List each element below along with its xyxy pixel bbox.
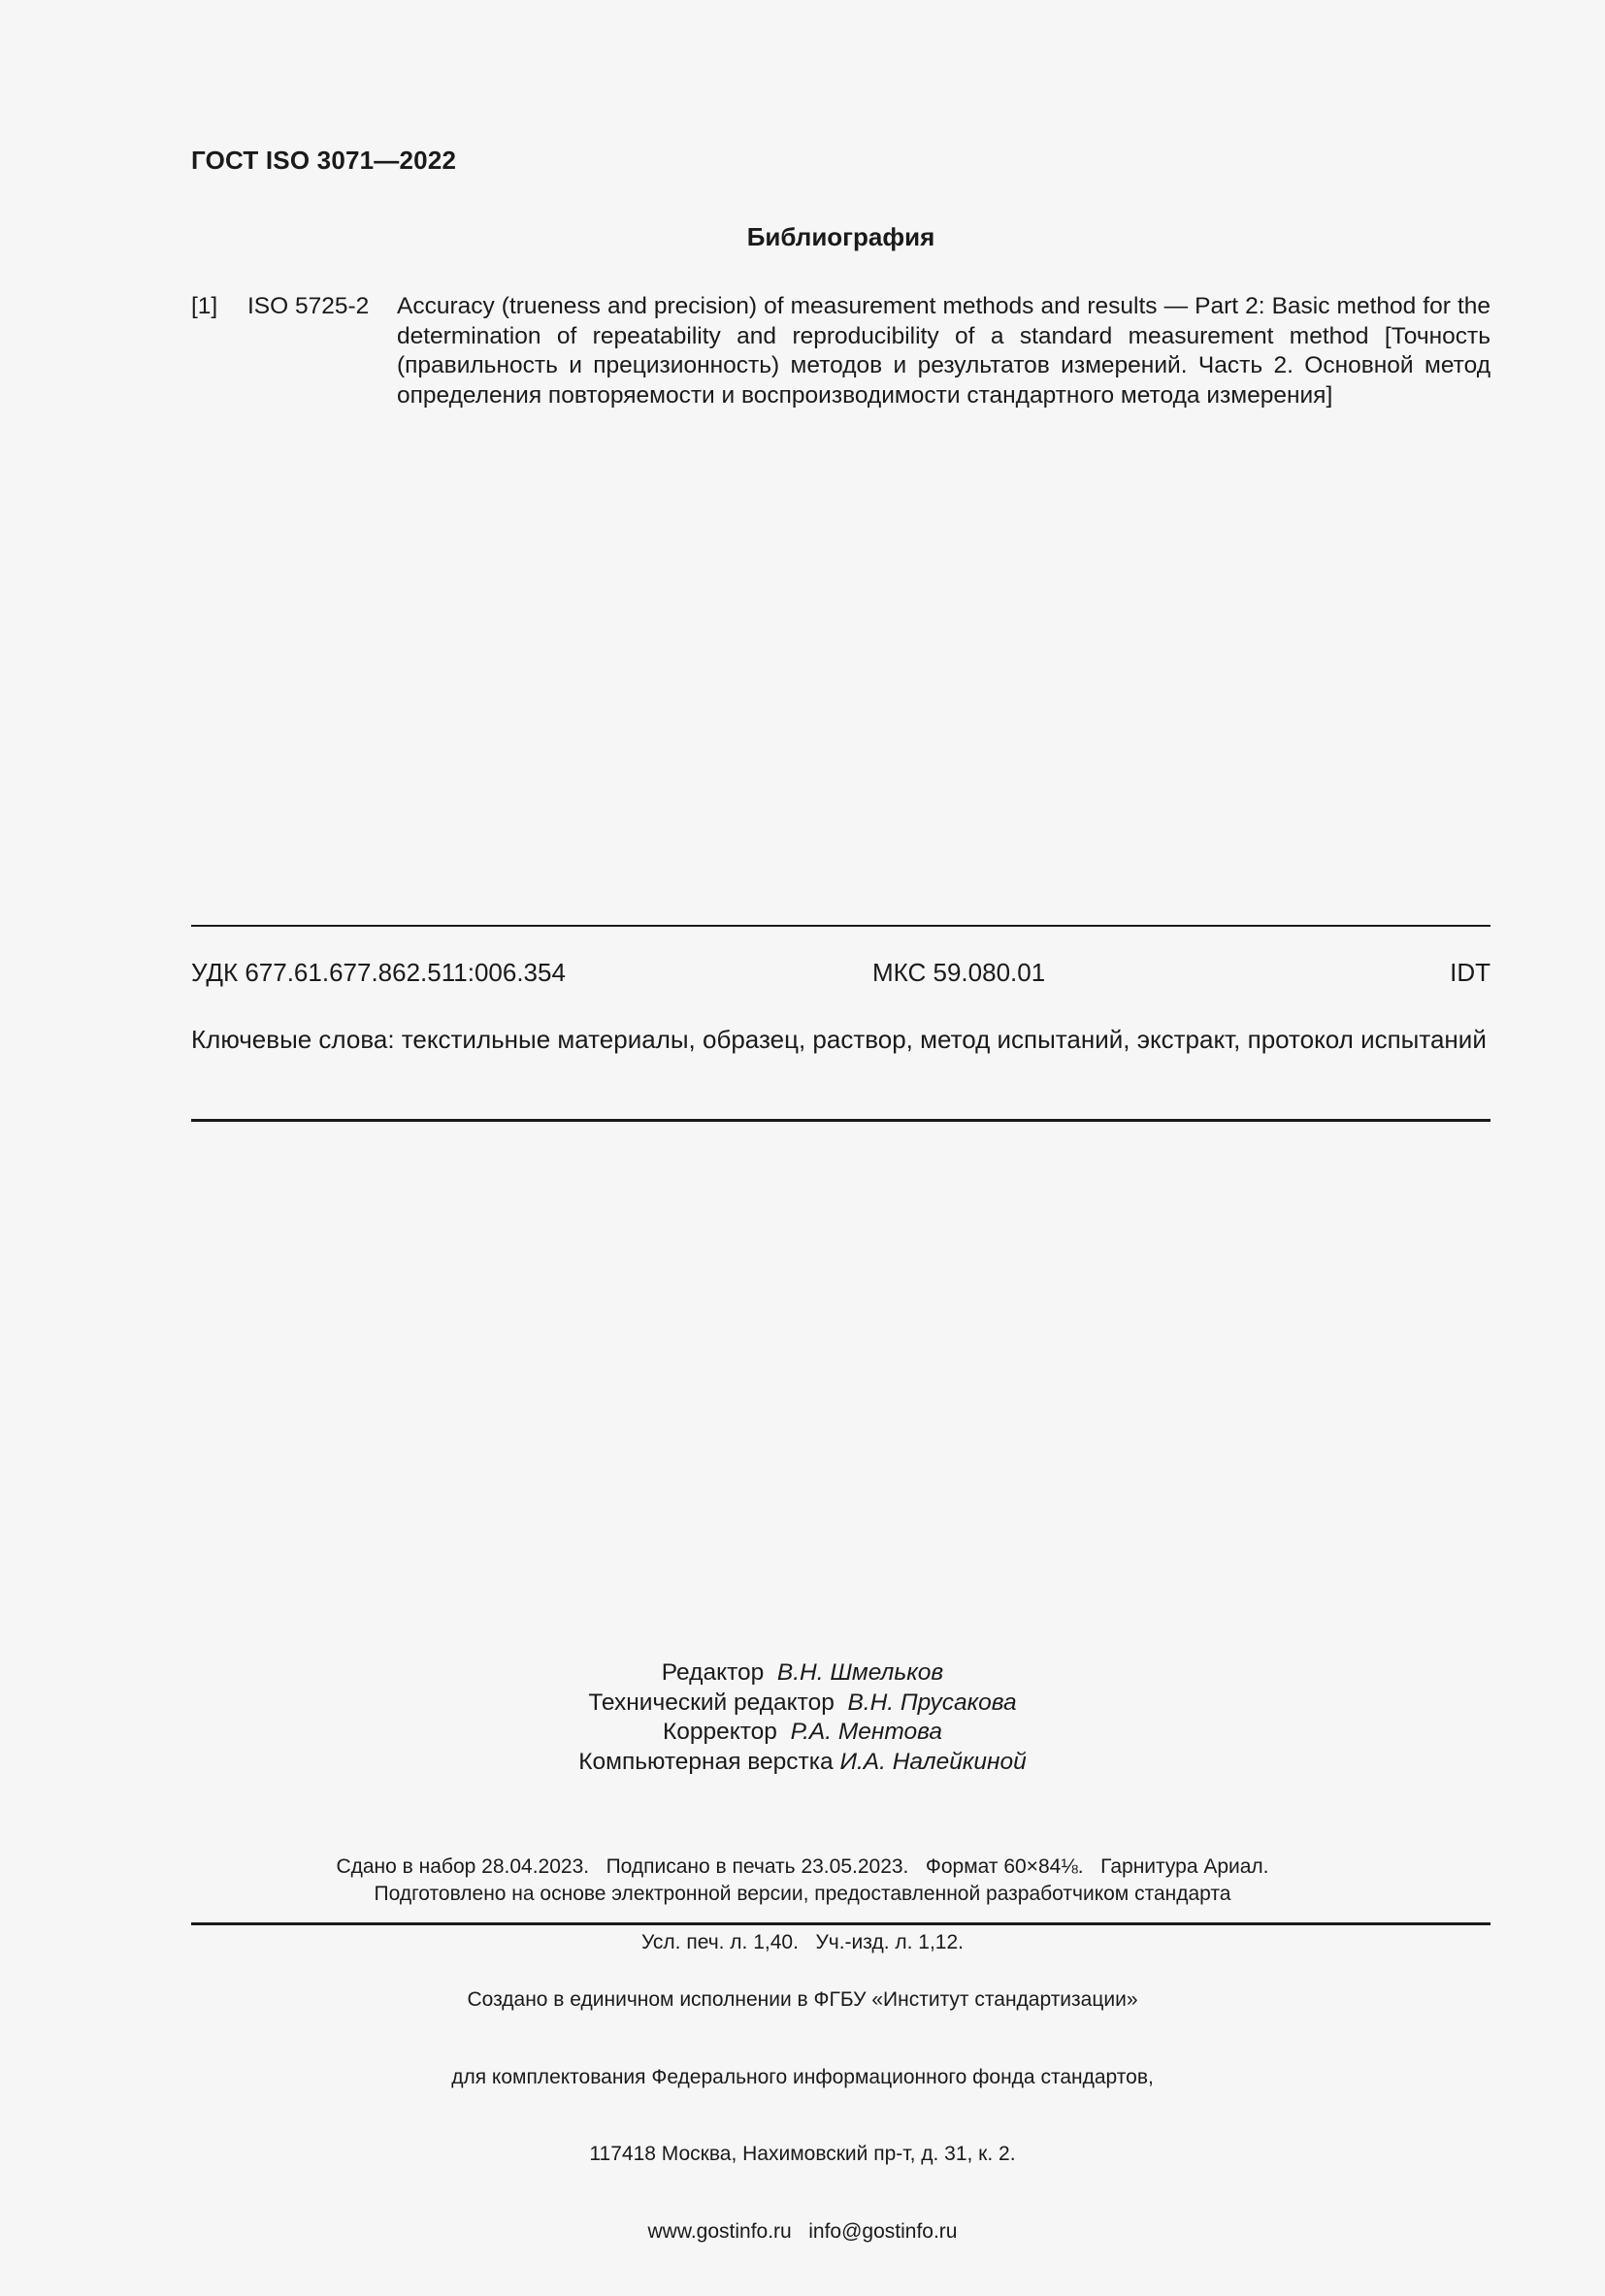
credit-role: Технический редактор xyxy=(588,1689,835,1716)
publisher-address: 117418 Москва, Нахимовский пр-т, д. 31, к. 2. xyxy=(589,2143,1016,2165)
bibliography-entry-number: [1] xyxy=(191,293,218,319)
udk-code: УДК 677.61.677.862.511:006.354 xyxy=(191,958,566,987)
divider-top xyxy=(191,925,1490,927)
credits-block xyxy=(0,1658,1605,1777)
imprint-line: Сдано в набор 28.04.2023. Подписано в печать 23.05.2023. Формат 60×84⅛. Гарнитура Ариал. xyxy=(336,1855,1269,1878)
mks-code: МКС 59.080.01 xyxy=(872,958,1046,987)
credit-name: Р.А. Ментова xyxy=(790,1719,943,1745)
credit-role: Редактор xyxy=(661,1659,765,1686)
credit-role: Корректор xyxy=(662,1719,777,1745)
credit-editor xyxy=(0,1658,1605,1689)
keywords: Ключевые слова: текстильные материалы, образец, раствор, метод испытаний, экстракт, протокол испытаний xyxy=(191,1025,1487,1054)
publisher-block xyxy=(0,1936,1605,2296)
bibliography-entry-text: Accuracy (trueness and precision) of measurement methods and results — Part 2: Basic method for the determination of repeatability and reproducibility of a standard measurement method [Точность (правильность и прецизионность) методов и результатов измерений. Часть 2. Основной метод определения повторяемости и воспроизводимости стандартного метода измерения] xyxy=(397,293,1490,409)
credit-role: Компьютерная верстка xyxy=(578,1748,834,1775)
credit-name: В.Н. Шмельков xyxy=(776,1659,944,1686)
classification-row xyxy=(191,958,1490,991)
credit-layout xyxy=(0,1748,1605,1778)
credit-name: И.А. Налейкиной xyxy=(839,1748,1027,1775)
bibliography-entry-reference: ISO 5725-2 xyxy=(247,293,370,319)
imprint-line: Усл. печ. л. 1,40. Уч.-изд. л. 1,12. xyxy=(640,1931,964,1953)
idt-label: IDT xyxy=(1450,958,1490,987)
publisher-line: Создано в единичном исполнении в ФГБУ «Институт стандартизации» xyxy=(467,1988,1138,2011)
divider-bottom xyxy=(191,1922,1490,1925)
email-link[interactable]: info@gostinfo.ru xyxy=(808,2219,958,2243)
credit-name: В.Н. Прусакова xyxy=(847,1689,1017,1716)
divider-middle xyxy=(191,1119,1490,1122)
website-link[interactable]: www.gostinfo.ru xyxy=(647,2219,792,2243)
publisher-line: для комплектования Федерального информационного фонда стандартов, xyxy=(451,2065,1154,2088)
credit-technical-editor xyxy=(0,1689,1605,1719)
bibliography-title: Библиография xyxy=(746,222,935,251)
document-code: ГОСТ ISO 3071—2022 xyxy=(191,146,457,175)
prepared-note: Подготовлено на основе электронной версии, предоставленной разработчиком стандарта xyxy=(374,1883,1231,1905)
publisher-contacts xyxy=(0,2219,1605,2246)
credit-proofreader xyxy=(0,1718,1605,1748)
